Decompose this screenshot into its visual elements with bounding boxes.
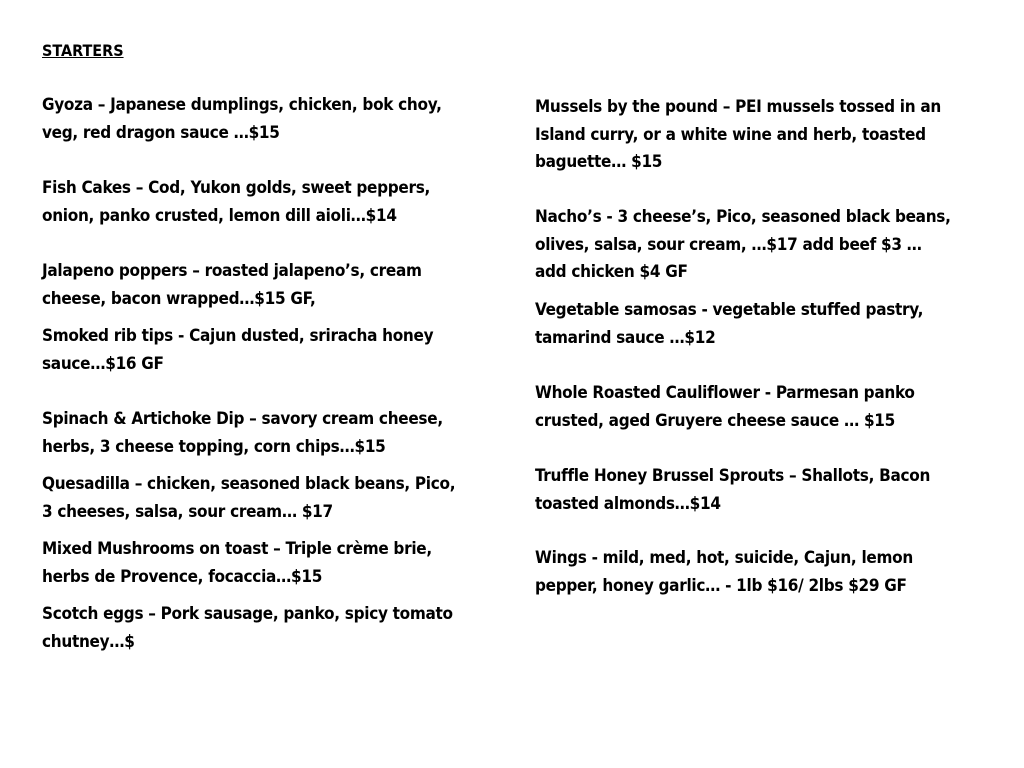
menu-item-gyoza bbox=[42, 92, 442, 147]
menu-item-line: toasted almonds…$14 bbox=[535, 493, 721, 514]
menu-item-jalapeno-poppers bbox=[42, 258, 422, 313]
menu-item-line: herbs, 3 cheese topping, corn chips…$15 bbox=[42, 436, 386, 457]
menu-item-fish-cakes bbox=[42, 175, 430, 230]
menu-item-whole-roasted-cauliflower bbox=[535, 380, 915, 435]
menu-item-wings bbox=[535, 545, 913, 600]
menu-item-vegetable-samosas bbox=[535, 297, 923, 352]
menu-item-spinach-artichoke-dip bbox=[42, 406, 443, 461]
menu-item-line: tamarind sauce …$12 bbox=[535, 327, 716, 348]
menu-item-truffle-honey-brussel-sprouts bbox=[535, 463, 930, 518]
menu-item-smoked-rib-tips bbox=[42, 323, 433, 378]
menu-item-line: olives, salsa, sour cream, …$17 add beef $3 … bbox=[535, 234, 922, 255]
menu-item-line: Scotch eggs – Pork sausage, panko, spicy tomato bbox=[42, 604, 453, 624]
menu-item-line: Mussels by the pound – PEI mussels tossed in an bbox=[535, 97, 941, 117]
menu-item-line: Quesadilla – chicken, seasoned black beans, Pico, bbox=[42, 474, 456, 494]
menu-item-line: add chicken $4 GF bbox=[535, 262, 688, 282]
menu-item-line: Whole Roasted Cauliflower - Parmesan panko bbox=[535, 383, 915, 403]
menu-item-scotch-eggs bbox=[42, 601, 453, 656]
menu-item-line: 3 cheeses, salsa, sour cream… $17 bbox=[42, 501, 333, 522]
menu-item-line: sauce…$16 GF bbox=[42, 353, 164, 374]
section-heading-starters: STARTERS bbox=[42, 41, 124, 60]
menu-item-nachos bbox=[535, 204, 951, 287]
menu-item-line: Spinach & Artichoke Dip – savory cream cheese, bbox=[42, 409, 443, 429]
menu-item-line: Nacho’s - 3 cheese’s, Pico, seasoned black beans, bbox=[535, 207, 951, 227]
menu-item-mussels bbox=[535, 94, 941, 177]
menu-item-line: onion, panko crusted, lemon dill aioli…$14 bbox=[42, 205, 397, 226]
menu-item-line: Smoked rib tips - Cajun dusted, sriracha honey bbox=[42, 326, 434, 346]
menu-item-line: Fish Cakes – Cod, Yukon golds, sweet peppers, bbox=[42, 178, 431, 198]
menu-item-mixed-mushrooms bbox=[42, 536, 432, 591]
menu-item-line: chutney…$ bbox=[42, 631, 135, 652]
menu-item-line: Jalapeno poppers – roasted jalapeno’s, cream bbox=[42, 261, 422, 281]
menu-item-line: veg, red dragon sauce …$15 bbox=[42, 122, 280, 143]
menu-item-line: cheese, bacon wrapped…$15 GF, bbox=[42, 288, 316, 309]
menu-item-line: crusted, aged Gruyere cheese sauce … $15 bbox=[535, 410, 895, 431]
menu-item-quesadilla bbox=[42, 471, 455, 526]
menu-item-line: Truffle Honey Brussel Sprouts – Shallots, Bacon bbox=[535, 466, 931, 486]
menu-item-line: baguette… $15 bbox=[535, 152, 663, 172]
menu-item-line: Vegetable samosas - vegetable stuffed pastry, bbox=[535, 300, 924, 320]
menu-item-line: Island curry, or a white wine and herb, toasted bbox=[535, 124, 926, 145]
menu-item-line: Gyoza – Japanese dumplings, chicken, bok choy, bbox=[42, 95, 442, 115]
menu-item-line: pepper, honey garlic… - 1lb $16/ 2lbs $29 GF bbox=[535, 575, 907, 596]
menu-item-line: Wings - mild, med, hot, suicide, Cajun, lemon bbox=[535, 548, 913, 568]
menu-item-line: herbs de Provence, focaccia…$15 bbox=[42, 566, 323, 587]
menu-item-line: Mixed Mushrooms on toast – Triple crème brie, bbox=[42, 539, 432, 559]
